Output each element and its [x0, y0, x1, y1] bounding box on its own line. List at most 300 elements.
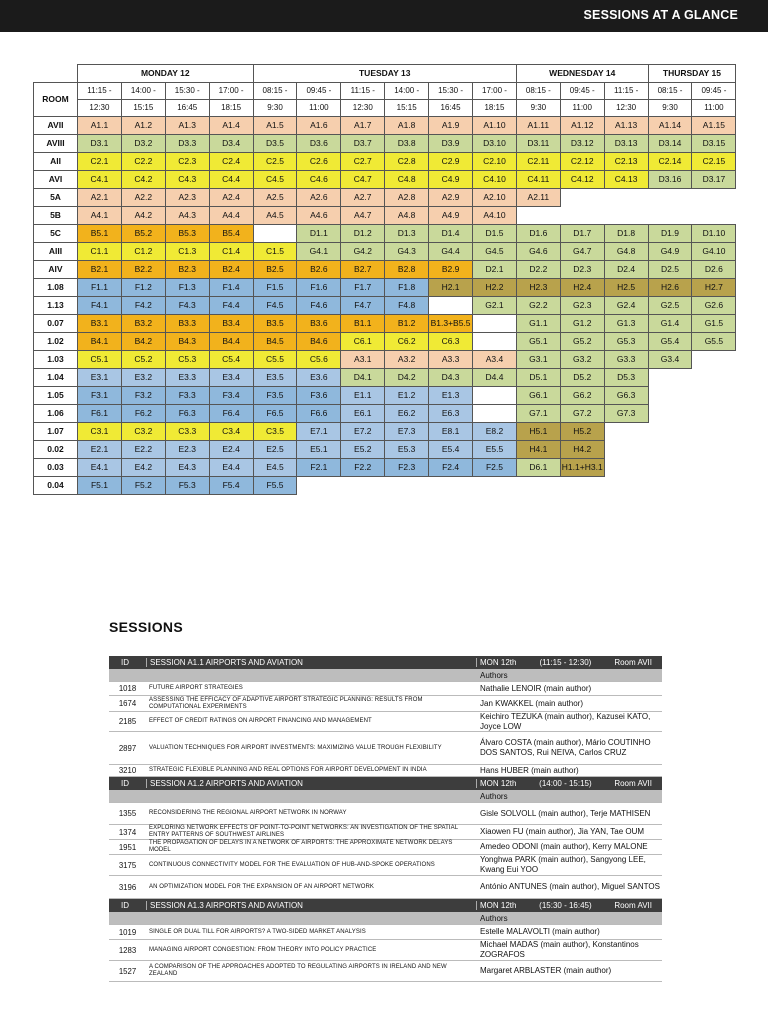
session-cell: F5.4: [209, 477, 253, 495]
session-cell: E3.4: [209, 369, 253, 387]
paper-title: FUTURE AIRPORT STRATEGIES: [149, 685, 243, 691]
session-cell: B2.6: [297, 261, 341, 279]
grid-empty-cell: [473, 387, 517, 405]
room-label: 0.02: [34, 441, 78, 459]
authors-label: Authors: [480, 913, 508, 923]
session-cell: F3.2: [121, 387, 165, 405]
session-cell: F1.1: [78, 279, 122, 297]
session-cell: A3.1: [341, 351, 385, 369]
day-header: TUESDAY 13: [253, 65, 516, 83]
session-cell: E4.2: [121, 459, 165, 477]
slot-start: 11:15 -: [604, 83, 648, 100]
grid-empty-cell: [692, 351, 736, 369]
slot-start: 08:15 -: [516, 83, 560, 100]
session-when: [476, 901, 662, 910]
session-cell: A3.3: [429, 351, 473, 369]
session-cell: F5.1: [78, 477, 122, 495]
session-cell: G2.6: [692, 297, 736, 315]
grid-row: [34, 189, 736, 207]
session-cell: F4.5: [253, 297, 297, 315]
session-cell: F1.3: [165, 279, 209, 297]
grid-empty-cell: [692, 441, 736, 459]
room-label: 5A: [34, 189, 78, 207]
session-cell: E2.5: [253, 441, 297, 459]
session-cell: C3.1: [78, 423, 122, 441]
paper-authors: Yonghwa PARK (main author), Sangyong LEE, Kwang Eui YOO: [480, 855, 646, 874]
paper-row: [109, 840, 662, 855]
session-cell: C4.6: [297, 171, 341, 189]
session-cell: G6.2: [560, 387, 604, 405]
room-label: 1.06: [34, 405, 78, 423]
room-label: 1.08: [34, 279, 78, 297]
session-cell: E3.3: [165, 369, 209, 387]
session-cell: B3.4: [209, 315, 253, 333]
room-label: 1.05: [34, 387, 78, 405]
session-cell: F5.2: [121, 477, 165, 495]
paper-authors: Gisle SOLVOLL (main author), Terje MATHISEN: [480, 808, 651, 818]
session-cell: H2.1: [429, 279, 473, 297]
room-label: 1.04: [34, 369, 78, 387]
session-cell: D5.2: [560, 369, 604, 387]
session-cell: A4.4: [209, 207, 253, 225]
session-cell: D3.11: [516, 135, 560, 153]
session-cell: D3.10: [473, 135, 517, 153]
session-cell: G1.1: [516, 315, 560, 333]
session-cell: A1.15: [692, 117, 736, 135]
session-cell: F6.1: [78, 405, 122, 423]
paper-title: MANAGING AIRPORT CONGESTION: FROM THEORY INTO POLICY PRACTICE: [149, 946, 377, 953]
session-cell: F3.5: [253, 387, 297, 405]
session-cell: A2.7: [341, 189, 385, 207]
session-cell: A1.8: [385, 117, 429, 135]
grid-empty-cell: [692, 369, 736, 387]
slot-start: 08:15 -: [648, 83, 692, 100]
slot-start: 17:00 -: [209, 83, 253, 100]
session-cell: B1.2: [385, 315, 429, 333]
session-cell: C4.4: [209, 171, 253, 189]
session-cell: D3.13: [604, 135, 648, 153]
paper-title: SINGLE OR DUAL TILL FOR AIRPORTS? A TWO-SIDED MARKET ANALYSIS: [149, 928, 366, 935]
session-cell: C2.3: [165, 153, 209, 171]
session-cell: F3.1: [78, 387, 122, 405]
paper-id: 1951: [118, 842, 137, 852]
session-cell: C2.9: [429, 153, 473, 171]
grid-row: [34, 405, 736, 423]
paper-title: AN OPTIMIZATION MODEL FOR THE EXPANSION OF AN AIRPORT NETWORK: [149, 883, 375, 890]
grid-empty-cell: [648, 477, 692, 495]
session-cell: A1.1: [78, 117, 122, 135]
session-cell: D4.3: [429, 369, 473, 387]
session-cell: C1.5: [253, 243, 297, 261]
session-cell: D1.5: [473, 225, 517, 243]
session-cell: D3.15: [692, 135, 736, 153]
session-cell: E5.3: [385, 441, 429, 459]
grid-row: [34, 153, 736, 171]
session-cell: E5.4: [429, 441, 473, 459]
session-cell: F6.5: [253, 405, 297, 423]
session-cell: G5.3: [604, 333, 648, 351]
session-id-label: ID: [121, 901, 129, 910]
session-cell: G4.6: [516, 243, 560, 261]
slot-end: 18:15: [473, 100, 517, 117]
paper-authors: Amedeo ODONI (main author), Kerry MALONE: [480, 842, 648, 851]
grid-empty-cell: [341, 477, 385, 495]
session-cell: F4.2: [121, 297, 165, 315]
session-cell: D1.6: [516, 225, 560, 243]
session-day: MON 12th: [480, 779, 517, 788]
grid-empty-cell: [648, 405, 692, 423]
slot-start: 08:15 -: [253, 83, 297, 100]
session-cell: D1.10: [692, 225, 736, 243]
session-cell: E5.2: [341, 441, 385, 459]
slot-end: 11:00: [560, 100, 604, 117]
session-cell: A2.2: [121, 189, 165, 207]
session-cell: G2.2: [516, 297, 560, 315]
session-cell: D3.9: [429, 135, 473, 153]
session-cell: F4.6: [297, 297, 341, 315]
sessions-heading: SESSIONS: [109, 619, 183, 635]
session-cell: F3.4: [209, 387, 253, 405]
grid-row: [34, 117, 736, 135]
session-cell: H2.6: [648, 279, 692, 297]
paper-id: 1374: [118, 827, 137, 837]
slot-end: 12:30: [604, 100, 648, 117]
session-time: (11:15 - 12:30): [539, 658, 592, 667]
session-cell: F2.1: [297, 459, 341, 477]
session-cell: B5.1: [78, 225, 122, 243]
grid-empty-cell: [516, 477, 560, 495]
grid-empty-cell: [648, 423, 692, 441]
session-cell: F2.3: [385, 459, 429, 477]
session-cell: A1.4: [209, 117, 253, 135]
session-cell: B3.2: [121, 315, 165, 333]
slot-end: 11:00: [297, 100, 341, 117]
session-cell: E3.6: [297, 369, 341, 387]
session-cell: C2.10: [473, 153, 517, 171]
session-cell: F2.2: [341, 459, 385, 477]
session-cell: A3.2: [385, 351, 429, 369]
session-cell: D3.4: [209, 135, 253, 153]
slot-start: 09:45 -: [297, 83, 341, 100]
grid-row: [34, 333, 736, 351]
session-cell: D3.7: [341, 135, 385, 153]
session-cell: E6.3: [429, 405, 473, 423]
session-cell: E1.1: [341, 387, 385, 405]
paper-row: [109, 876, 662, 899]
session-cell: H5.2: [560, 423, 604, 441]
room-label: AIV: [34, 261, 78, 279]
session-cell: D2.4: [604, 261, 648, 279]
session-cell: C1.4: [209, 243, 253, 261]
session-cell: C6.2: [385, 333, 429, 351]
slot-end: 16:45: [165, 100, 209, 117]
session-cell: C2.13: [604, 153, 648, 171]
room-label: AVIII: [34, 135, 78, 153]
grid-empty-cell: [473, 477, 517, 495]
paper-authors: Estelle MALAVOLTI (main author): [480, 927, 600, 936]
session-cell: B2.5: [253, 261, 297, 279]
session-cell: D3.17: [692, 171, 736, 189]
page-title: SESSIONS AT A GLANCE: [583, 8, 738, 22]
grid-empty-cell: [429, 477, 473, 495]
session-cell: E3.2: [121, 369, 165, 387]
grid-empty-cell: [648, 459, 692, 477]
session-cell: C2.14: [648, 153, 692, 171]
session-cell: E2.1: [78, 441, 122, 459]
paper-id: 1283: [118, 945, 137, 955]
sessions-grid: [33, 64, 736, 495]
session-cell: G2.5: [648, 297, 692, 315]
authors-header: [109, 912, 662, 925]
grid-empty-cell: [604, 459, 648, 477]
session-cell: B3.6: [297, 315, 341, 333]
session-cell: B2.4: [209, 261, 253, 279]
session-day: MON 12th: [480, 658, 517, 667]
session-day: MON 12th: [480, 901, 517, 910]
slot-end: 9:30: [516, 100, 560, 117]
grid-empty-cell: [297, 477, 341, 495]
session-cell: C5.6: [297, 351, 341, 369]
session-cell: A4.2: [121, 207, 165, 225]
session-cell: D3.6: [297, 135, 341, 153]
slot-end: 16:45: [429, 100, 473, 117]
session-cell: A2.11: [516, 189, 560, 207]
session-cell: C2.12: [560, 153, 604, 171]
room-label: 0.07: [34, 315, 78, 333]
grid-row: [34, 171, 736, 189]
session-cell: E1.2: [385, 387, 429, 405]
session-cell: G7.2: [560, 405, 604, 423]
session-name: SESSION A1.2 AIRPORTS AND AVIATION: [146, 779, 476, 788]
grid-empty-cell: [473, 405, 517, 423]
grid-empty-cell: [560, 189, 604, 207]
slot-end: 18:15: [209, 100, 253, 117]
session-cell: D3.5: [253, 135, 297, 153]
paper-row: [109, 682, 662, 696]
session-when: [476, 658, 662, 667]
paper-authors: Xiaowen FU (main author), Jia YAN, Tae OUM: [480, 827, 645, 836]
session-room: Room AVII: [614, 658, 652, 667]
grid-empty-cell: [692, 423, 736, 441]
session-cell: B3.5: [253, 315, 297, 333]
room-label: 1.03: [34, 351, 78, 369]
session-cell: F1.6: [297, 279, 341, 297]
session-cell: C1.1: [78, 243, 122, 261]
paper-title: VALUATION TECHNIQUES FOR AIRPORT INVESTMENTS: MAXIMIZING VALUE TROUGH FLEXIBILITY: [149, 744, 442, 751]
session-cell: E4.4: [209, 459, 253, 477]
session-cell: E2.2: [121, 441, 165, 459]
session-cell: H2.2: [473, 279, 517, 297]
slot-start: 09:45 -: [692, 83, 736, 100]
grid-empty-cell: [692, 477, 736, 495]
session-cell: B3.3: [165, 315, 209, 333]
day-header: THURSDAY 15: [648, 65, 736, 83]
session-cell: F1.7: [341, 279, 385, 297]
session-cell: D1.9: [648, 225, 692, 243]
slot-end: 9:30: [253, 100, 297, 117]
session-cell: F6.2: [121, 405, 165, 423]
session-cell: C5.5: [253, 351, 297, 369]
session-cell: E3.5: [253, 369, 297, 387]
session-cell: F1.5: [253, 279, 297, 297]
room-label: AIII: [34, 243, 78, 261]
room-label: AII: [34, 153, 78, 171]
session-cell: C2.2: [121, 153, 165, 171]
grid-empty-cell: [429, 297, 473, 315]
paper-authors: Margaret ARBLASTER (main author): [480, 966, 612, 975]
slot-start: 15:30 -: [429, 83, 473, 100]
top-bar: [0, 0, 768, 32]
session-cell: C1.3: [165, 243, 209, 261]
session-cell: B2.1: [78, 261, 122, 279]
session-cell: D4.1: [341, 369, 385, 387]
paper-authors: António ANTUNES (main author), Miguel SANTOS: [480, 882, 660, 891]
session-id-label: ID: [121, 658, 129, 667]
session-cell: D3.3: [165, 135, 209, 153]
paper-id: 1019: [118, 927, 137, 937]
session-cell: G5.2: [560, 333, 604, 351]
grid-row: [34, 369, 736, 387]
session-cell: G1.5: [692, 315, 736, 333]
session-cell: A2.1: [78, 189, 122, 207]
session-cell: B5.4: [209, 225, 253, 243]
session-cell: B1.3+B5.5: [429, 315, 473, 333]
session-cell: F3.6: [297, 387, 341, 405]
session-cell: C2.5: [253, 153, 297, 171]
paper-id: 3175: [118, 860, 137, 870]
day-header: WEDNESDAY 14: [516, 65, 648, 83]
grid-row: [34, 387, 736, 405]
session-cell: H2.4: [560, 279, 604, 297]
session-cell: D2.6: [692, 261, 736, 279]
session-cell: G3.3: [604, 351, 648, 369]
paper-id: 2185: [118, 717, 137, 726]
authors-header: [109, 790, 662, 803]
session-id-label: ID: [121, 779, 129, 788]
room-label: 5B: [34, 207, 78, 225]
paper-row: [109, 925, 662, 940]
session-cell: D4.2: [385, 369, 429, 387]
session-cell: H5.1: [516, 423, 560, 441]
session-cell: C3.5: [253, 423, 297, 441]
paper-authors: Jan KWAKKEL (main author): [480, 698, 584, 708]
session-cell: G3.1: [516, 351, 560, 369]
session-cell: F5.5: [253, 477, 297, 495]
session-cell: C6.1: [341, 333, 385, 351]
room-label: 0.03: [34, 459, 78, 477]
session-cell: D6.1: [516, 459, 560, 477]
session-cell: D1.3: [385, 225, 429, 243]
session-cell: E8.1: [429, 423, 473, 441]
session-cell: A4.6: [297, 207, 341, 225]
session-cell: G4.3: [385, 243, 429, 261]
session-cell: A2.3: [165, 189, 209, 207]
slot-end: 15:15: [121, 100, 165, 117]
session-cell: C2.1: [78, 153, 122, 171]
slot-start: 17:00 -: [473, 83, 517, 100]
session-cell: D4.4: [473, 369, 517, 387]
session-cell: D3.16: [648, 171, 692, 189]
session-cell: D2.1: [473, 261, 517, 279]
grid-row: [34, 297, 736, 315]
session-cell: D1.2: [341, 225, 385, 243]
session-cell: A1.10: [473, 117, 517, 135]
session-cell: H2.7: [692, 279, 736, 297]
session-cell: D5.3: [604, 369, 648, 387]
session-cell: C4.7: [341, 171, 385, 189]
session-cell: G4.1: [297, 243, 341, 261]
session-cell: G4.7: [560, 243, 604, 261]
session-cell: G4.5: [473, 243, 517, 261]
session-cell: H1.1+H3.1: [560, 459, 604, 477]
slot-start: 09:45 -: [560, 83, 604, 100]
paper-id: 1674: [118, 699, 137, 708]
session-cell: A4.10: [473, 207, 517, 225]
session-cell: B2.8: [385, 261, 429, 279]
grid-row: [34, 423, 736, 441]
session-cell: A3.4: [473, 351, 517, 369]
grid-empty-cell: [516, 207, 560, 225]
paper-title: THE PROPAGATION OF DELAYS IN A NETWORK OF AIRPORTS: THE APPROXIMATE NETWORK DELAYS MODEL: [149, 840, 453, 853]
slot-start: 11:15 -: [341, 83, 385, 100]
paper-row: [109, 765, 662, 777]
session-cell: G6.3: [604, 387, 648, 405]
session-cell: C4.9: [429, 171, 473, 189]
session-cell: G6.1: [516, 387, 560, 405]
room-label: 1.07: [34, 423, 78, 441]
session-cell: C4.2: [121, 171, 165, 189]
grid-empty-cell: [604, 441, 648, 459]
session-cell: B4.5: [253, 333, 297, 351]
slot-end: 9:30: [648, 100, 692, 117]
grid-row: [34, 477, 736, 495]
session-cell: E4.3: [165, 459, 209, 477]
room-label: 5C: [34, 225, 78, 243]
session-cell: A1.14: [648, 117, 692, 135]
session-cell: E5.5: [473, 441, 517, 459]
grid-empty-cell: [692, 387, 736, 405]
grid-empty-cell: [692, 405, 736, 423]
session-cell: C5.1: [78, 351, 122, 369]
session-cell: E4.5: [253, 459, 297, 477]
session-cell: A1.3: [165, 117, 209, 135]
room-label: 1.02: [34, 333, 78, 351]
session-cell: F3.3: [165, 387, 209, 405]
session-cell: B4.1: [78, 333, 122, 351]
grid-row: [34, 243, 736, 261]
session-cell: C4.10: [473, 171, 517, 189]
session-cell: C2.6: [297, 153, 341, 171]
session-time: (14:00 - 15:15): [539, 779, 592, 788]
session-cell: F4.1: [78, 297, 122, 315]
session-cell: G4.8: [604, 243, 648, 261]
session-cell: C3.4: [209, 423, 253, 441]
session-cell: F4.4: [209, 297, 253, 315]
session-cell: E1.3: [429, 387, 473, 405]
grid-empty-cell: [648, 387, 692, 405]
paper-row: [109, 732, 662, 765]
authors-label: Authors: [480, 791, 508, 801]
session-cell: D1.8: [604, 225, 648, 243]
session-cell: A1.11: [516, 117, 560, 135]
grid-corner: [34, 65, 78, 83]
paper-row: [109, 940, 662, 961]
session-cell: A1.13: [604, 117, 648, 135]
session-cell: C4.3: [165, 171, 209, 189]
session-room: Room AVII: [614, 779, 652, 788]
session-cell: B5.2: [121, 225, 165, 243]
session-cell: D1.4: [429, 225, 473, 243]
